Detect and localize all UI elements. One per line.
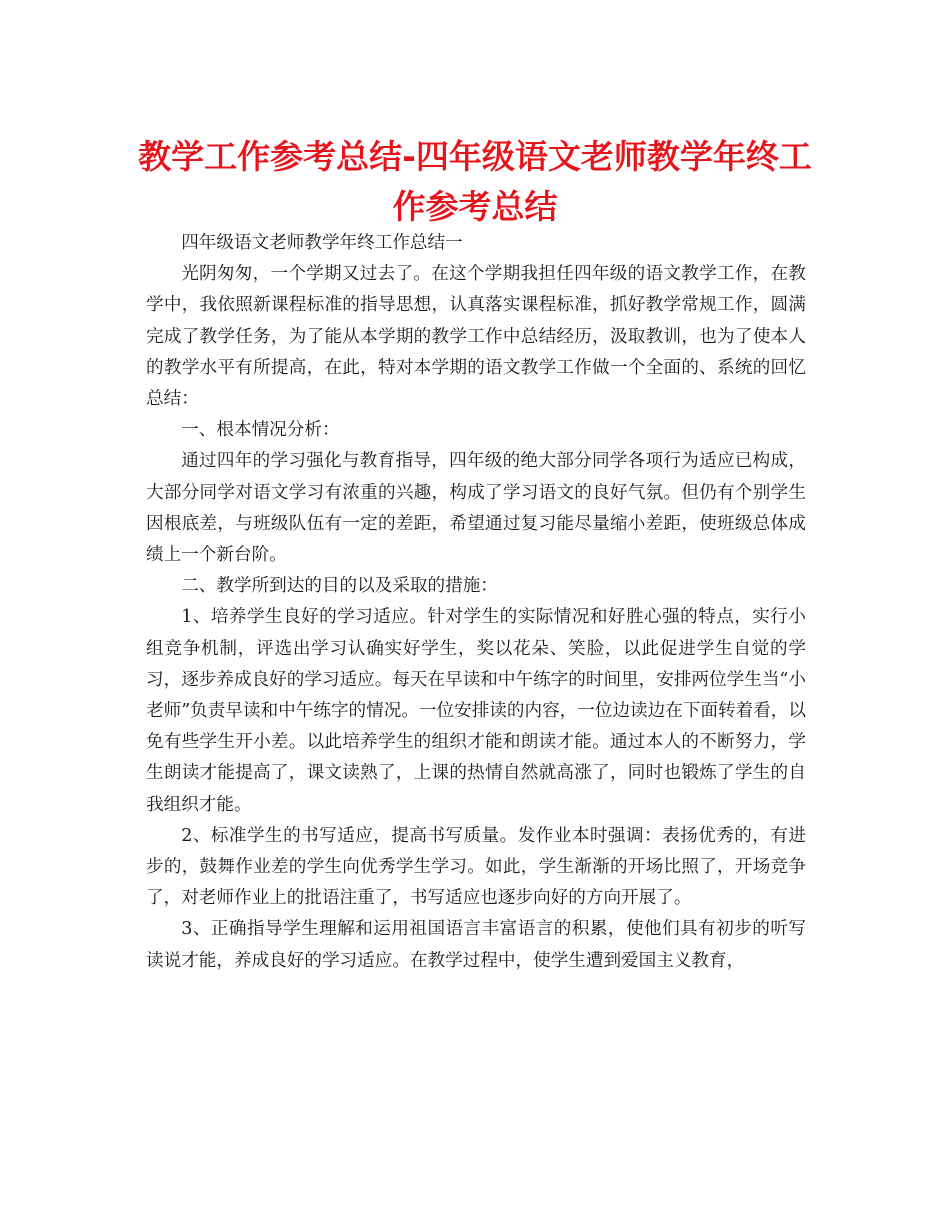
body-paragraph: 通过四年的学习强化与教育指导，四年级的绝大部分同学各项行为适应已构成，大部分同学对语文学习有浓重的兴趣，构成了学习语文的良好气氛。但仍有个别学生因根底差，与班级队伍有一定的差距，希望通过复习能尽量缩小差距，使班级总体成绩上一个新台阶。 [146,451,806,566]
document-body [146,228,806,977]
body-paragraph: 3、正确指导学生理解和运用祖国语言丰富语言的积累，使他们具有初步的听写读说才能，养成良好的学习适应。在教学过程中，使学生遭到爱国主义教育， [146,919,806,971]
section-heading: 二、教学所到达的目的以及采取的措施： [181,576,498,597]
section-heading: 一、根本情况分析： [181,420,340,441]
document-title: 教学工作参考总结-四年级语文老师教学年终工作参考总结 [138,137,812,226]
body-paragraph: 光阴匆匆，一个学期又过去了。在这个学期我担任四年级的语文教学工作，在教学中，我依照新课程标准的指导思想，认真落实课程标准，抓好教学常规工作，圆满完成了教学任务，为了能从本学期的教学工作中总结经历，汲取教训，也为了使本人的教学水平有所提高，在此，特对本学期的语文教学工作做一个全面的、系统的回忆总结： [146,264,806,410]
section-heading: 四年级语文老师教学年终工作总结一 [181,233,463,253]
body-paragraph: 1、培养学生良好的学习适应。针对学生的实际情况和好胜心强的特点，实行小组竞争机制，评选出学习认确实好学生，奖以花朵、笑脸，以此促进学生自觉的学习，逐步养成良好的学习适应。每天在早读和中午练字的时间里，安排两位学生当“小老师”负责早读和中午练字的情况。一位安排读的内容，一位边读边在下面转着看，以免有些学生开小差。以此培养学生的组织才能和朗读才能。通过本人的不断努力，学生朗读才能提高了，课文读熟了，上课的热情自然就高涨了，同时也锻炼了学生的自我组织才能。 [146,607,806,815]
body-paragraph: 2、标准学生的书写适应，提高书写质量。发作业本时强调：表扬优秀的，有进步的，鼓舞作业差的学生向优秀学生学习。如此，学生渐渐的开场比照了，开场竞争了，对老师作业上的批语注重了，书写适应也逐步向好的方向开展了。 [146,825,806,909]
